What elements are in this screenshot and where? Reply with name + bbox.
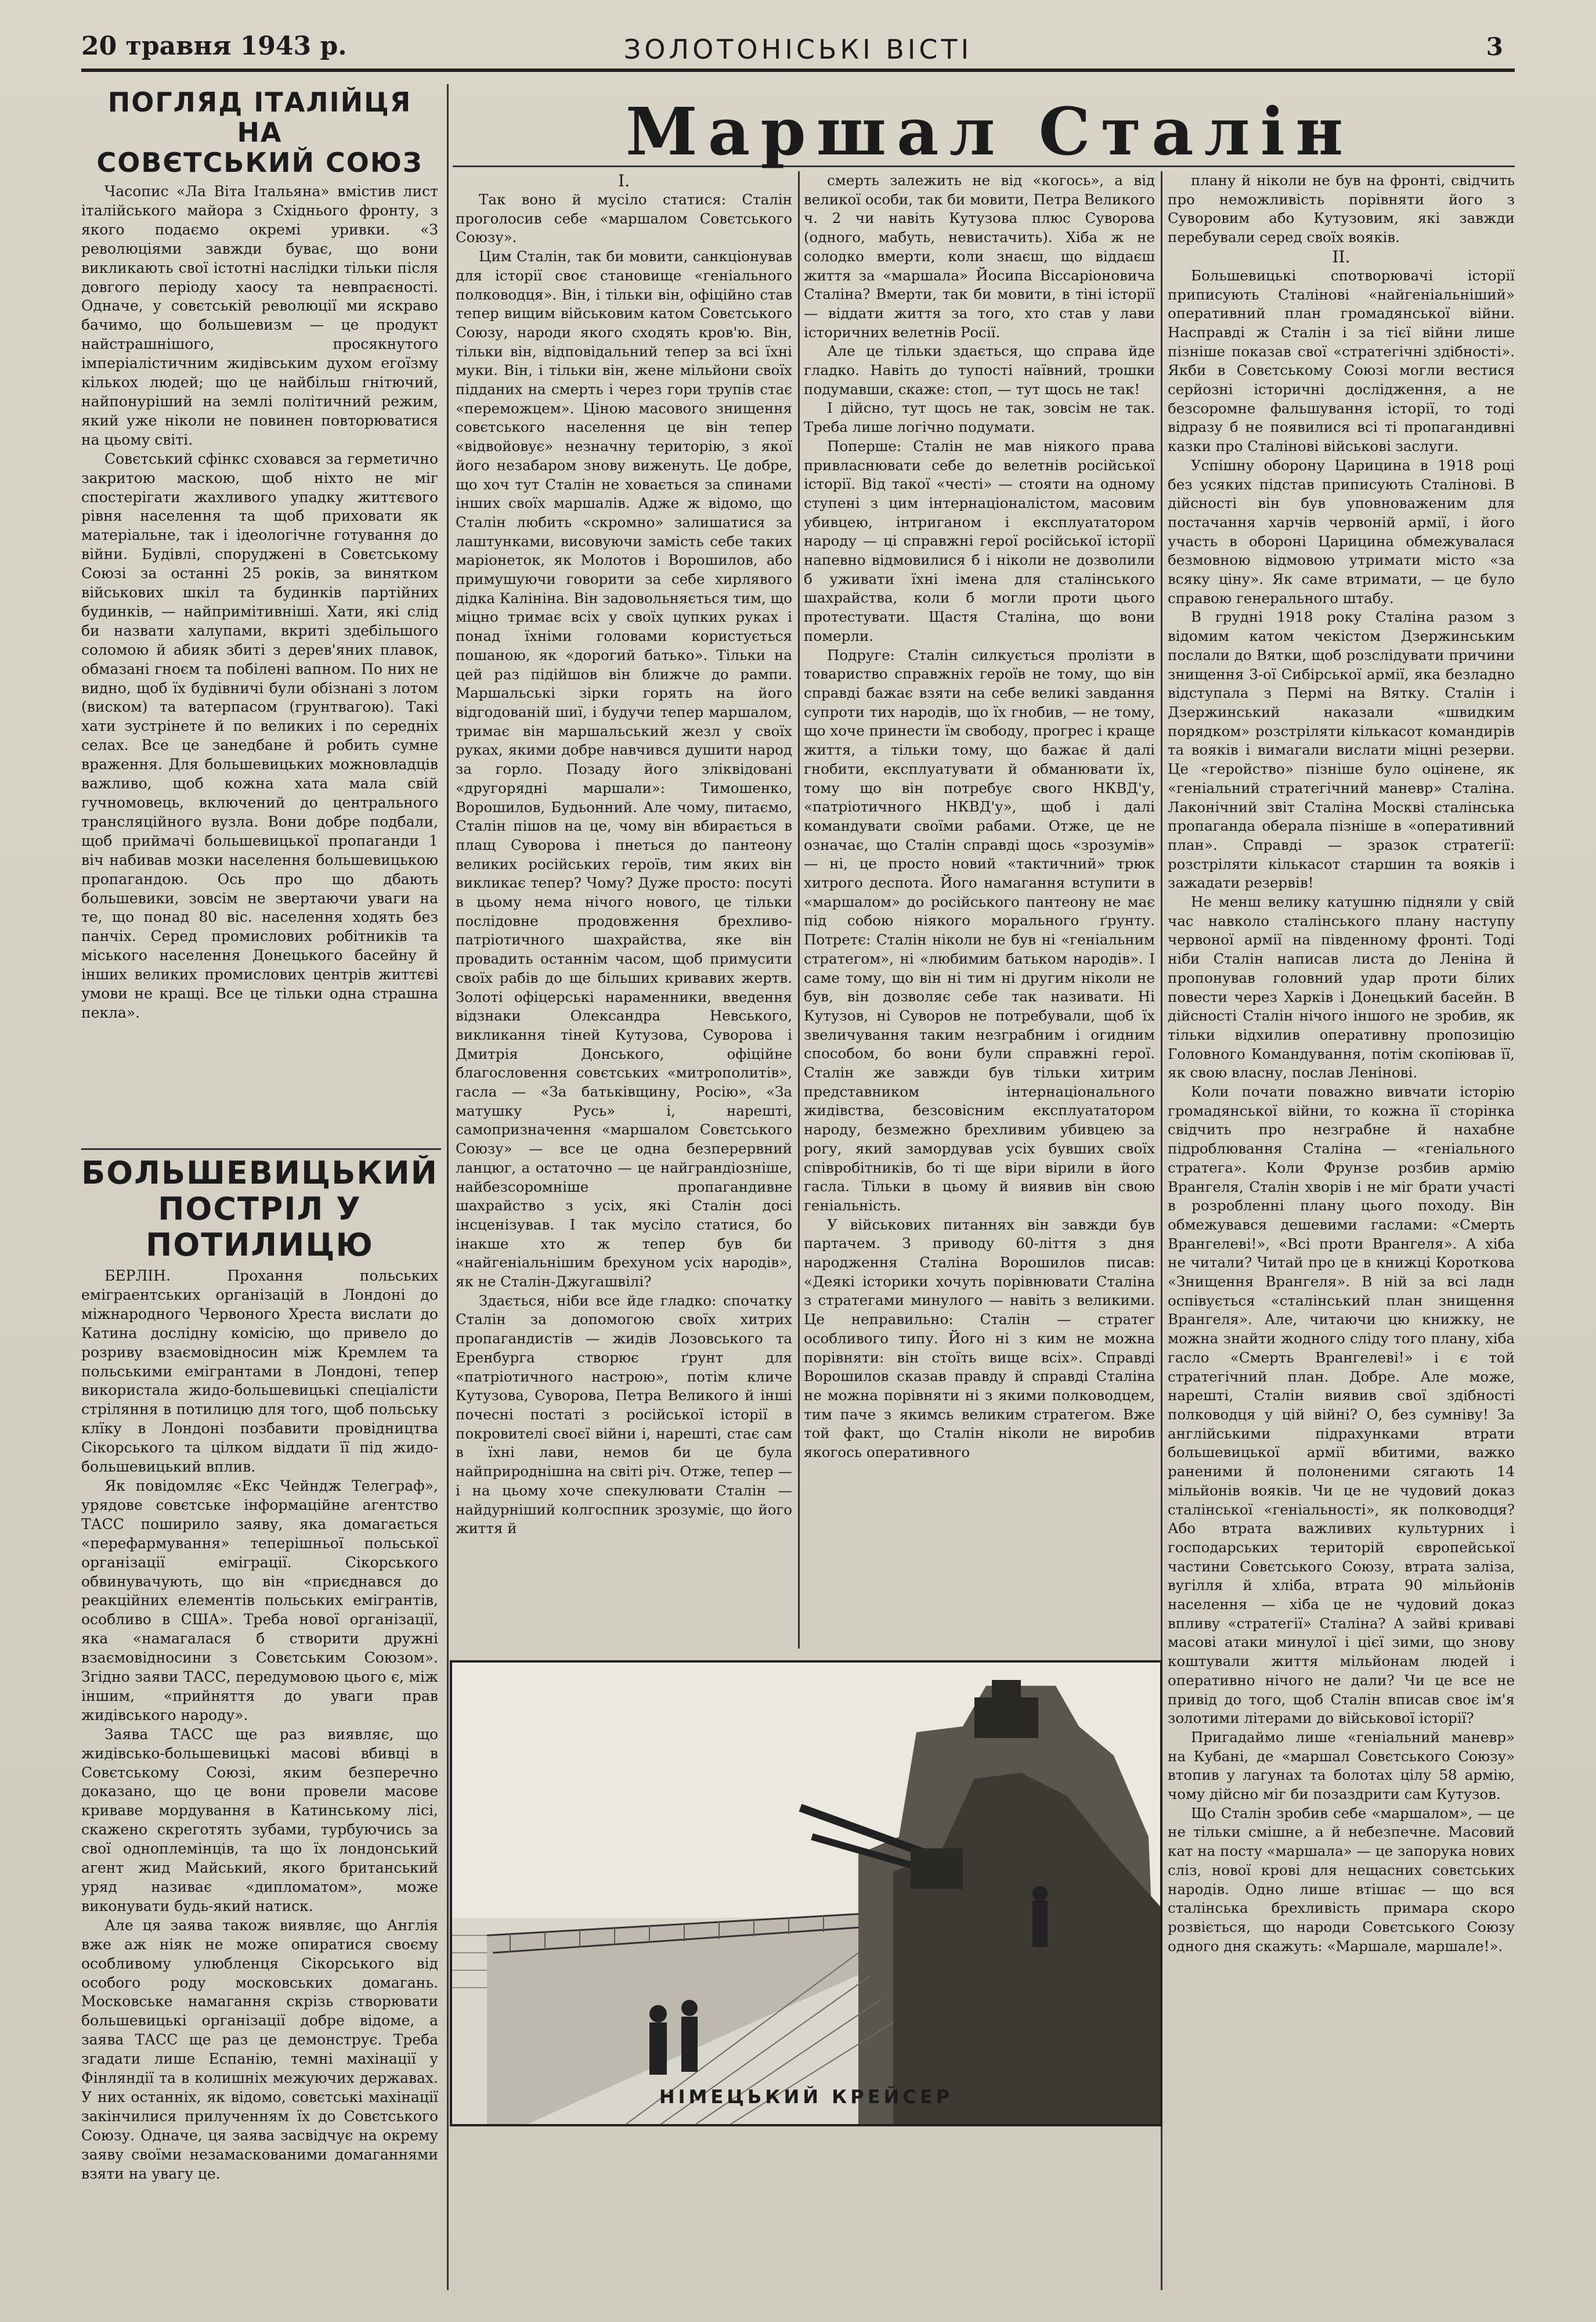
article-paragraph: В грудні 1918 року Сталіна разом з відомим катом чекістом Дзержинським послали до Вятки, щоб розслідувати причини знищення 3-ої Сибірської армії, яка безладно відступала з Пермі на Вятку. Сталін і Дзержинський наказали «швидким порядком» розстріляти кількасот командирів та вояків і вимагали вислати міцні резерви. Це «геройство» пізніше було оцінене, як «геніальний стратегічний маневр» Сталіна. Лаконічний звіт Сталіна Москві сталінська пропаганда оберала пізніше в «оперативний план». Справді — зразок стратегії: розстріляти кількасот старшин та вояків і зажадати резервів! xyxy=(1168,608,1515,892)
article-paragraph: Але це тільки здається, що справа йде гладко. Навіть до тупості наївний, трошки подумавши, скаже: стоп, — тут щось не так! xyxy=(804,342,1155,398)
article-paragraph: плану й ніколи не був на фронті, свідчить про неможливість порівняти його з Суворовим або Кутузовим, які завжди перебували серед своїх вояків. xyxy=(1168,172,1515,246)
article-headline xyxy=(81,87,438,178)
article-paragraph: смерть залежить не від «когось», а від великої особи, так би мовити, Петра Великого ч. 2 чи навіть Кутузова плюс Суворова (одного, мабуть, невистачить). Хіба ж не солодко вмерти, коли знаєш, що віддаєш життя за «маршала» Йосипа Віссаріоновича Сталіна? Вмерти, так би мовити, в тіні історії — віддати життя за того, хто став у лави історичних велетнів Росії. xyxy=(804,172,1155,341)
column-divider xyxy=(798,171,800,1649)
article-divider xyxy=(81,1148,441,1150)
article-paragraph: Подруге: Сталін силкується пролізти в товариство справжніх героїв не тому, що він справді бажає взяти на себе великі завдання супроти тих народів, що їх гнобив, — не тому, що хоче принести їм свободу, прогрес і краще життя, а тільки тому, що бажає й далі гнобити, експлуатувати й обманювати їх, тому що він потребує свого НКВД'у, «патріотичного НКВД'у», щоб і далі командувати своїми рабами. Отже, це не означає, що Сталін справді щось «зрозумів» — ні, це просто новий «тактичний» трюк хитрого деспота. Його намагання вступити в «маршалом» до російського пантеону не має під собою ніякого морального ґрунту. Потретє: Сталін ніколи не був ні «геніальним стратегом», ні «любимим батьком народів». І саме тому, що він ні тим ні другим ніколи не був, він дозволяє себе так називати. Ні Кутузов, ні Суворов не потребували, щоб їх звеличування таким незграбним і огидним способом, бо вони були справжні герої. Сталін же завжди був тільки хитрим представником інтернаціонального жидівства, безсовісним експлуататором народу, безмежно брехливим убивцею за рогу, який замордував усіх бувших своїх співробітників, бо ті ще віри вірили в його гасла. Тільки в цьому й виявив він свою геніальність. xyxy=(804,646,1155,1214)
headline-line: СОВЄТСЬКИЙ СОЮЗ xyxy=(96,147,423,178)
article-paragraph: Як повідомляє «Екс Чейндж Телеграф», урядове совєтське інформаційне агентство ТАСС поширило заяву, яка домагається «перефармування» теперішньої польської організації еміграції. Сікорського обвинувачують, що він «приєднався до реакційних елементів польських емігрантів, особливо в США». Треба нової організації, яка «намагалася б створити дружні взаємовідносини з Совєтським Союзом». Згідно заяви ТАСС, передумовою цього є, між іншим, «прийняття до уваги прав жидівського народу». xyxy=(81,1477,438,1724)
article-italian-view xyxy=(81,87,438,1144)
article-paragraph: Так воно й мусіло статися: Сталін проголосив себе «маршалом Совєтського Союзу». xyxy=(456,191,792,246)
header-rule xyxy=(81,68,1515,72)
column-divider xyxy=(447,84,449,2290)
main-article-column-1 xyxy=(456,171,792,1649)
photo-caption: НІМЕЦЬКИЙ КРЕЙСЕР xyxy=(659,2086,954,2108)
article-paragraph: Не менш велику катушню підняли у свій час навколо сталінського плану наступу червоної армії на південному фронті. Тоді ніби Сталін написав листа до Леніна й пропонував головний удар проти білих повести через Харків і Донецький басейн. В дійсності Сталін нічого іншого не зробив, як тільки відхилив оперативну пропозицію Головного Командування, потім скопіював її, як свою власну, послав Ленінові. xyxy=(1168,893,1515,1081)
section-number: II. xyxy=(1332,247,1351,266)
article-paragraph: Поперше: Сталін не мав ніякого права привласнювати себе до велетнів російської історії. Від такої «честі» — стояти на одному ступені з цим інтернаціоналістом, масовим убивцею, інтриганом і експлуататором народу — ці справжні герої російської історії напевно відмовилися б і ніколи не дозволили б уживати їхні імена для сталінського шахрайства, коли б могли проти цього протестувати. Щастя Сталіна, що вони померли. xyxy=(804,437,1155,644)
cruiser-illustration xyxy=(452,1663,1160,2124)
article-paragraph: Цим Сталін, так би мовити, санкціонував для історії своє становище «геніального полководця». Він, і тільки він, офіційно став тепер вищим військовим катом Совєтського Союзу, народи якого сходять кров'ю. Він, тільки він, відповідальний тепер за всі їхні муки. Він, і тільки він, жене мільйони своїх підданих на смерть і через гори трупів стає «переможцем». Ціною масового знищення совєтського населення це він тепер «відвойовує» незначну територію, з якої його незабаром зновy виженуть. Це добре, що хоч тут Сталін не ховається за спинами інших своїх маршалів. Адже ж відомо, що Сталін любить «скромно» залишатися за лаштунками, висовуючи замість себе таких маріонеток, як Молотов і Ворошилов, або примушуючи говорити за себе хирлявого дідка Калініна. Він задовольняється тим, що міцно тримає всіх у своїх цупких руках і понад їхніми головами користується пошаною, як «дорогий батько». Тільки на цей раз підійшов він ближче до рампи. Маршальські зірки горять на його відгодованій шиї, і будучи тепер маршалом, тримає він маршальський жезл у своїх руках, якими добре навчився душити народ за горло. Позаду його зліквідовані «другорядні маршали»: Тимошенко, Ворошилов, Будьонний. Але чому, питаємо, Сталін пішов на це, чому він вбирається в плащ Суворова і пнеться до пантеону великих російських героїв, тим яких він викликає тепер? Чому? Дуже просто: посуті в цьому нема нічого нового, це тільки послідовне продовження брехливо-патріотичного шахрайства, яке він провадить останнім часом, щоб примусити своїх рабів до ще більших кривавих жертв. Золоті офіцерські нараменники, введення відзнаки Олександра Невського, викликання тіней Кутузова, Суворова і Дмитрія Донського, офіційне благословення совєтських «митрополитів», гасла — «За батьківщину, Росію», «За матушку Русь» і, нарешті, самопризначення «маршалом Совєтського Союзу» — все це одна безперервний ланцюг, а остаточно — це найграндіозніше, найбезсоромніше пропагандивне шахрайство з усіх, які Сталін досі інсценізував. І так мусіло статися, бо інакше хто ж тепер був би «найгеніальнішим брехуном усіх народів», як не Сталін-Джугашвілі? xyxy=(456,248,792,1290)
main-article-column-2 xyxy=(804,171,1155,1649)
headline-line: ПОСТРІЛ У ПОТИЛИЦЮ xyxy=(146,1191,374,1263)
article-paragraph: Пригадаймо лише «геніальний маневр» на Кубані, де «маршал Совєтського Союзу» втопив у лагунах та болотах цілу 58 армію, чому дійсно міг би позаздрити сам Кутузов. xyxy=(1168,1728,1515,1803)
headline-line: ПОГЛЯД ІТАЛІЙЦЯ НА xyxy=(107,87,412,148)
article-paragraph: Що Сталін зробив себе «маршалом», — це не тільки смішне, а й небезпечне. Масовий кат на посту «маршала» — це запорука нових сліз, нової крові для нещасних совєтських народів. Одно лише втішає — що вся сталінська брехливість примара скоро розвіється, що народи Совєтського Союзу одного дня скажуть: «Маршале, маршале!». xyxy=(1168,1804,1515,1955)
article-paragraph: І дійсно, тут щось не так, зовсім не так. Треба лише логічно подумати. xyxy=(804,399,1155,436)
main-article-column-3 xyxy=(1168,171,1515,2290)
cruiser-photo xyxy=(450,1660,1162,2126)
page-header xyxy=(81,29,1515,70)
article-paragraph: Коли почати поважно вивчати історію громадянської війни, то кожна її сторінка свідчить про незграбне й нахабне підроблювання Сталіна — «геніального стратега». Коли Фрунзе розбив армію Врангеля, Сталін хворів і не міг брати участі в розробленні плану цього походу. Він обмежувався дешевими гаслами: «Смерть Врангелеві!», «Всі проти Врангеля». А хіба не читали? Читай про це в книжці Корoткова «Знищення Врангеля». В ній за всі ладн оспівується «сталінський план знищення Врангеля». Але, читаючи цю книжку, не можна знайти жодного сліду того плану, хіба гасло «Смерть Врангелеві!» і є той стратегічний план. Добре. Але може, нарешті, Сталін виявив свої здібності полководця у цій війні? О, без сумніву! За англійськими підрахунками втрати большевицької армії вбитими, важко раненими й полоненими сягають 14 мільйонів вояків. Чи це не чудовий доказ сталінської «геніальності», як полководця? Або втрата важливих культурних і господарських територій європейської частини Совєтського Союзу, втрата заліза, вугілля й хліба, втрата 90 мільйонів населення — хіба це не чудовий доказ впливу «стратегії» Сталіна? А зайві криваві масові атаки минулої і цієї зими, що знову коштували життя мільйонам людей і оперативно нічого не дали? Чи це все не привід до того, щоб Сталін вписав своє ім'я золотими літерами до військової історії? xyxy=(1168,1083,1515,1727)
article-paragraph: Але ця заява також виявляє, що Англія вже аж ніяк не може опиратися своєму особливому улюбленця Сікорського від особого роду московських домагань. Московське намагання скрізь створювати большевицькі організації добре відоме, а заява ТАСС ще раз це демонструє. Треба згадати лише Еспанію, темні махінації у Фінляндії та в колишніх межуючих державах. У них останніх, як відомо, совєтські махінації закінчилися прилученням їх до Совєтського Союзу. Одначе, ця заява засвідчує на окрему заяву своїми незамаскованими домаганнями взяти на увагу це. xyxy=(81,1916,438,2182)
article-bolshevik-shot xyxy=(81,1155,438,2290)
newspaper-name: ЗОЛОТОНІСЬКІ ВІСТІ xyxy=(623,34,973,65)
issue-date: 20 травня 1943 р. xyxy=(81,31,347,61)
article-paragraph: Часопис «Ла Віта Італьяна» вмістив лист італійського майора з Східнього фронту, з якого подаємо окремі уривки. «З революціями завжди буває, що вони викликають свої істотні наслідки тільки після довгого періоду хаосу та невпраєності. Одначе, у совєтській революції ми яскраво бачимо, що большевизм — це продукт найстрашнішого, просякнутого імперіалістичним жидівським духом егоїзму кількох людей; що це найбільш гнітючий, найпонуріший на землі політичний режим, який уже ніколи не повинен повторюватися на цьому світі. xyxy=(81,183,438,448)
article-paragraph: БЕРЛІН. Прохання польських еміграентських організацій в Лондоні до міжнародного Червоного Хреста вислати до Катина дослідну комісію, що привело до розриву взаємовідносин між Кремлем та польськими емігрантами в Лондоні, тепер використала жидо-большевицькі спеціалісти стріляння в потилицю для того, щоб польську клїку в Лондоні позбавити провідництва Сікорського та цілком віддати її під жидо-большевицький вплив. xyxy=(81,1267,438,1476)
article-headline xyxy=(81,1155,438,1263)
article-paragraph: Большевицькі спотворювачі історії приписують Сталінові «найгеніальніший» оперативний план громадянської війни. Насправді ж Сталін і за тієї війни лише пізніше показав свої «стратегічні здібності». Якби в Совєтському Союзі могли вестися серйозні історичні дослідження, а не безсоромне фальшування історії, то тоді відразу б не появилися всі ті пропагандивні казки про Сталінові військові заслуги. xyxy=(1168,266,1515,455)
article-paragraph: Заява ТАСС ще раз виявляє, що жидівсько-большевицькі масові вбивці в Совєтському Союзі, яким безперечно доказано, що це вони провели масове криваве мордування в Катинському лісі, скажено скреготять зубами, турбуючись за свої одноплемінців, та що їх лондонський агент жид Майський, якого британський уряд називає «дипломатом», може виконувати будь-який натиск. xyxy=(81,1725,438,1914)
page-number: 3 xyxy=(1486,33,1503,61)
headline-line: БОЛЬШЕВИЦЬКИЙ xyxy=(81,1155,438,1191)
article-paragraph: Здається, ніби все йде гладко: спочатку Сталін за допомогою своїх хитрих пропагандистів — жидів Лозовського та Еренбурга створює ґрунт для «патріотичного настрою», потім кличе Кутузова, Суворова, Петра Великого й інші почесні постаті з російської історії в покровителі своєї війни і, нарешті, стає сам в їхні лави, немов би це була найприроднішна на світі річ. Отже, тепер — і на цьому хоче спекулювати Сталін — найдурніший колгоспник зрозуміє, що його життя й xyxy=(456,1292,792,1537)
main-article-title: Маршал Сталін xyxy=(625,94,1354,170)
section-number: I. xyxy=(618,171,630,190)
article-paragraph: У військових питаннях він завжди був партачем. З приводу 60-ліття з дня народження Сталіна Ворошилов писав: «Деякі історики хочуть порівнювати Сталіна з стратегами минулого — навіть з великими. Це неправильно: Сталін — стратег особливого типу. Його ні з ким не можна порівняти: він стоїть вище всіх». Справді Ворошилов сказав правду й справді Сталіна не можна порівняти ні з якими полководцем, тим паче з якимсь великим стратегом. Вже той факт, що Сталін ніколи не виробив якогось оперативного xyxy=(804,1216,1155,1461)
article-paragraph: Успішну оборону Царицина в 1918 році без усяких підстав приписують Сталінові. В дійсності він був уповноваженим для постачання харчів червоній армії, і його участь в обороні Царицина обмежувалася безмовною відмовою утримати місто «за всяку ціну». Як саме втримати, — це було справою генерального штабу. xyxy=(1168,456,1515,607)
article-paragraph: Совєтський сфінкс сховався за герметично закритою маскою, щоб ніхто не міг спостерігати жахливого упадку життєвого рівня населення та щоб приховати як матеріальне, так і ідеологічне готування до війни. Будівлі, споруджені в Совєтському Союзі за останні 25 років, за винятком військових шкіл та будинків партійних будинків, — найпримітивніші. Хати, які слід би назвати халупами, вкриті здебільшого соломою й абияк збиті з дерев'яних плавок, обмазані гноєм та побілені вапном. По них не видно, щоб їх будівничі були обізнані з лотом (виском) та ватерпасом (грунтвагою). Такі хати зустрінете й по великих і по середніх селах. Все це занедбане й робить сумне враження. Для большевицьких можновладців важливо, щоб кожна хата мала свій гучномовець, включений до центрального трансляційного вузла. Вони добре подбали, щоб приймачі большевицької пропаганди 1 віч набивав мозки населення большевицькою пропагандою. Ось про що дбають большевики, зовсім не звертаючи уваги на те, що понад 80 віс. населення ходять без панчіх. Серед промислових робітників та міського населення Донецького басейну й інших великих промислових центрів життєві умови не кращі. Все це тільки одна страшна пекла». xyxy=(81,450,438,1021)
